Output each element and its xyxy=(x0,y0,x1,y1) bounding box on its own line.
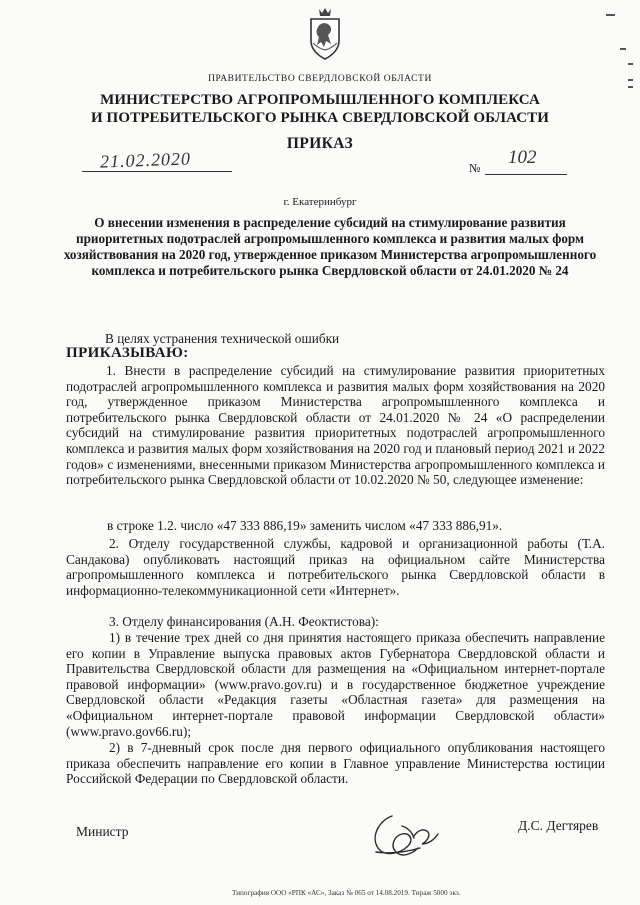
coat-of-arms-icon xyxy=(305,5,345,63)
paragraph-1: 1. Внести в распределение субсидий на стимулирование развития приоритетных подотраслей агропромышленного комплекса и развития малых форм хозяйствования на 2020 год, утвержденное приказом Министерства агропромышленного комплекса и потребительского рынка Свердловской области от 24.01.2020 № 24 «О распределении субсидий на стимулирование развития приоритетных подотраслей агропромышленного комплекса и развития малых форм хозяйствования на 2020 год и плановый период 2021 и 2022 годов» с изменениями, внесенными приказом Министерства агропромышленного комплекса и потребительского рынка Свердловской области от 10.02.2020 № 50, следующее изменение: xyxy=(66,363,605,488)
ministry-name-line1: МИНИСТЕРСТВО АГРОПРОМЫШЛЕННОГО КОМПЛЕКСА xyxy=(100,92,540,108)
paragraph-3-item-2: 2) в 7-дневный срок после дня первого официального опубликования настоящего приказа обеспечить направление его копии в Главное управление Министерства юстиции Российской Федерации по Свердловской области. xyxy=(66,740,605,787)
date-underline xyxy=(82,171,232,172)
handwritten-number: 102 xyxy=(508,147,537,168)
handwritten-date: 21.02.2020 xyxy=(99,148,192,172)
paragraph-2: 2. Отделу государственной службы, кадровой и организационной работы (Т.А. Сандакова) опубликовать настоящий приказ на официальном сайте Министерства агропромышленного комплекса и потребительского рынка Свердловской области в информационно-телекоммуникационной сети «Интернет». xyxy=(66,536,605,598)
paragraph-3-item-1: 1) в течение трех дней со дня принятия настоящего приказа обеспечить направление его копии в Управление выпуска правовых актов Губернатора Свердловской области и Правительства Свердловской области для размещения на «Официальном интернет-портале правовой информации» (www.pravo.gov.ru) и в государственное бюджетное учреждение Свердловской области «Редакция газеты «Областная газета» для размещения на «Официальном интернет-портале правовой информации Свердловской области» (www.pravo.gov66.ru); xyxy=(66,630,605,739)
city: г. Екатеринбург xyxy=(283,196,357,208)
paragraph-3: 3. Отделу финансирования (А.Н. Феоктистова): xyxy=(109,614,379,629)
signer-name: Д.С. Дегтярев xyxy=(518,818,599,833)
signer-title: Министр xyxy=(76,824,129,839)
order-subject: О внесении изменения в распределение субсидий на стимулирование развития приоритетных подотраслей агропромышленного комплекса и развития малых форм хозяйствования на 2020 год, утвержденное приказом Министерства агропромышленного комплекса и потребительского рынка Свердловской области от 24.01.2020 № 24 xyxy=(63,215,597,278)
document-type: ПРИКАЗ xyxy=(286,135,354,152)
number-sign: № xyxy=(469,161,481,175)
ministry-name-line2: И ПОТРЕБИТЕЛЬСКОГО РЫНКА СВЕРДЛОВСКОЙ ОБЛАСТИ xyxy=(90,110,550,126)
printer-note: Типография ООО «РПК «АС», Заказ № 065 от 14.08.2019. Тираж 5000 экз. xyxy=(232,889,461,897)
intro-text: В целях устранения технической ошибки xyxy=(105,331,340,346)
margin-marks xyxy=(598,8,638,98)
government-name: ПРАВИТЕЛЬСТВО СВЕРДЛОВСКОЙ ОБЛАСТИ xyxy=(208,74,432,84)
number-underline xyxy=(485,174,567,175)
handwritten-signature-icon xyxy=(362,806,452,864)
order-word: ПРИКАЗЫВАЮ: xyxy=(66,345,189,361)
paragraph-1-change: в строке 1.2. число «47 333 886,19» заменить числом «47 333 886,91». xyxy=(107,518,503,533)
